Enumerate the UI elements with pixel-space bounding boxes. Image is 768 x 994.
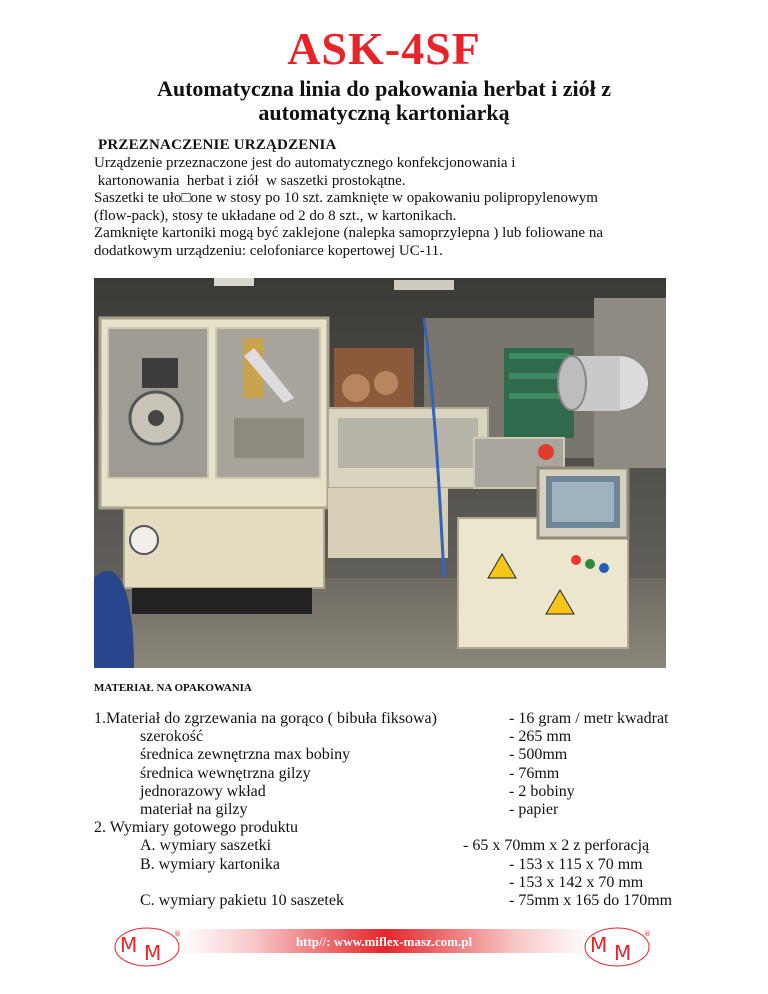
spec-label: materiał na gilzy <box>140 800 248 818</box>
company-logo-right <box>582 922 652 968</box>
company-logo-left <box>112 922 182 968</box>
spec-row <box>94 837 734 855</box>
purpose-line: Saszetki te uło□one w stosy po 10 szt. zamknięte w opakowaniu polipropylenowym <box>94 190 598 206</box>
spec-label: A. wymiary saszetki <box>140 837 272 855</box>
spec-value: - 76mm <box>509 764 560 782</box>
spec-label: 1.Materiał do zgrzewania na gorąco ( bibuła fiksowa) <box>94 710 437 727</box>
spec-row <box>94 874 734 892</box>
spec-label: średnica zewnętrzna max bobiny <box>140 746 351 764</box>
spec-row <box>94 801 734 819</box>
spec-row <box>94 856 734 874</box>
purpose-text <box>94 155 724 260</box>
spec-row <box>94 710 734 728</box>
spec-label: 2. Wymiary gotowego produktu <box>94 819 299 837</box>
materials-heading: MATERIAŁ NA OPAKOWANIA <box>94 682 252 694</box>
purpose-line: kartonowania herbat i ziół w saszetki prostokątne. <box>94 172 406 189</box>
spec-row <box>94 765 734 783</box>
spec-label: B. wymiary kartonika <box>140 855 280 873</box>
spec-value: - papier <box>509 800 559 818</box>
materials-spec-list <box>94 710 734 910</box>
spec-row <box>94 892 734 910</box>
spec-value: - 65 x 70mm x 2 z perforacją <box>463 837 650 855</box>
logo-registered-mark: ® <box>174 930 181 938</box>
purpose-line: dodatkowym urządzeniu: celofoniarce kopertowej UC-11. <box>94 242 443 259</box>
purpose-line: (flow-pack), stosy te układane od 2 do 8 szt., w kartonikach. <box>94 207 457 224</box>
subtitle-line-2: automatyczną kartoniarką <box>258 100 510 125</box>
spec-value: - 500mm <box>509 746 568 764</box>
spec-label: średnica wewnętrzna gilzy <box>140 764 311 782</box>
purpose-line: Zamknięte kartoniki mogą być zaklejone (nalepka samoprzylepna ) lub foliowane na <box>94 225 603 241</box>
spec-row <box>94 783 734 801</box>
spec-value: - 2 bobiny <box>509 782 575 800</box>
document-title: ASK-4SF <box>287 23 481 74</box>
spec-row <box>94 728 734 746</box>
machine-photo <box>94 278 666 668</box>
document-subtitle <box>0 77 768 125</box>
logo-letter: M <box>144 941 162 965</box>
purpose-line: Urządzenie przeznaczone jest do automatycznego konfekcjonowania i <box>94 155 516 171</box>
logo-letter: M <box>120 933 138 957</box>
spec-label: jednorazowy wkład <box>140 782 266 800</box>
spec-value: - 16 gram / metr kwadrat <box>509 710 669 727</box>
logo-registered-mark: ® <box>644 930 651 938</box>
purpose-heading: PRZEZNACZENIE URZĄDZENIA <box>98 137 337 153</box>
spec-label: szerokość <box>140 728 204 746</box>
spec-value: - 265 mm <box>509 728 572 746</box>
logo-letter: M <box>590 933 608 957</box>
subtitle-line-1: Automatyczna linia do pakowania herbat i ziół z <box>156 76 612 101</box>
logo-letter: M <box>614 941 632 965</box>
spec-value: - 153 x 115 x 70 mm <box>509 855 643 873</box>
footer-url[interactable]: http//: www.miflex-masz.com.pl <box>295 934 473 949</box>
spec-label: C. wymiary pakietu 10 saszetek <box>140 891 344 909</box>
spec-row <box>94 746 734 764</box>
spec-value: - 153 x 142 x 70 mm <box>509 873 644 891</box>
spec-row <box>94 819 734 837</box>
spec-value: - 75mm x 165 do 170mm <box>509 891 673 909</box>
